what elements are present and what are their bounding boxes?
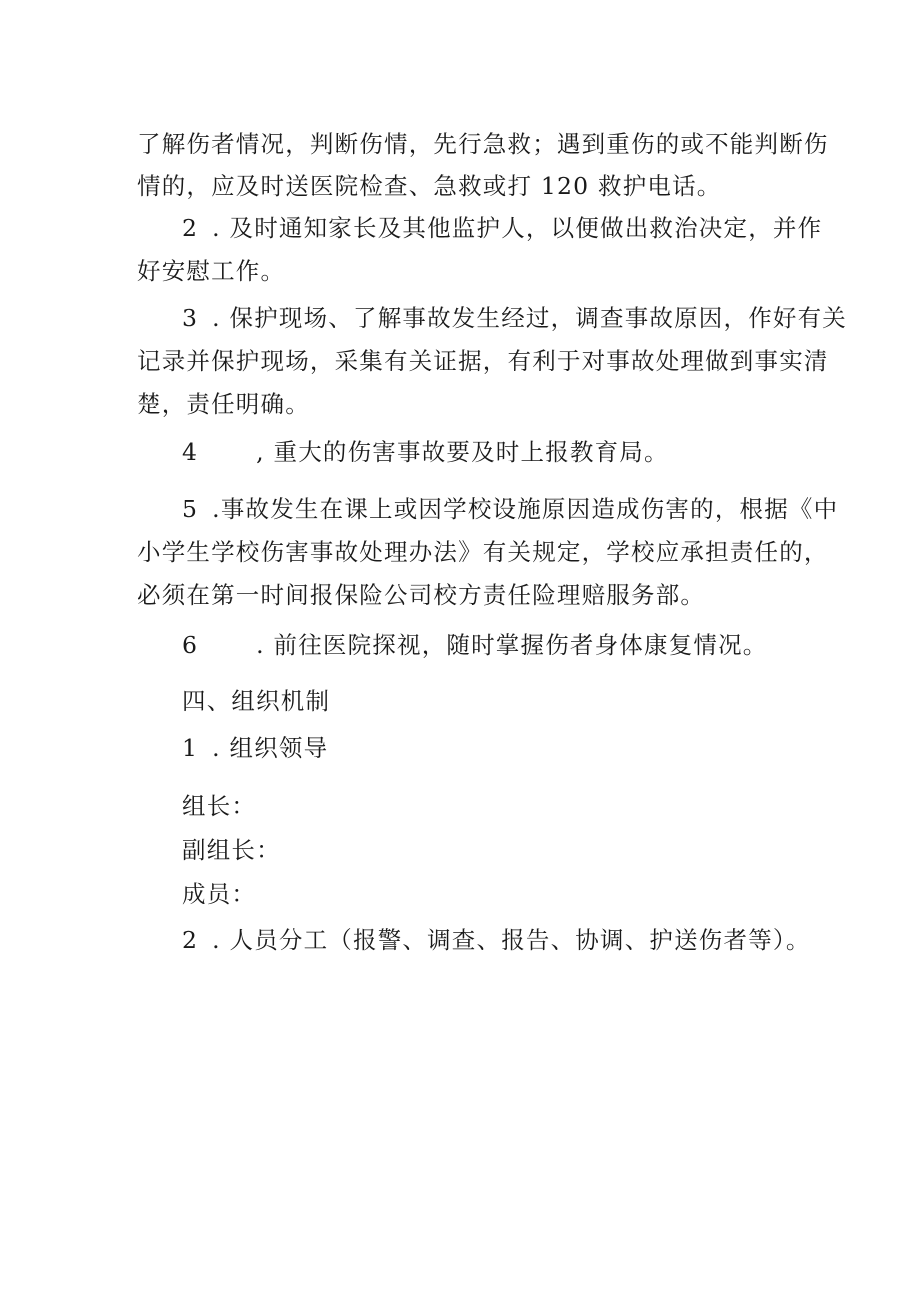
list-item-2-line [182, 213, 822, 243]
list-item-2-continuation: 好安慰工作。 [137, 257, 286, 285]
item-text: .事故发生在课上或因学校设施原因造成伤害的，根据《中 [212, 495, 839, 523]
list-item-6-line [182, 630, 768, 660]
list-item-4-line [182, 437, 669, 467]
deputy-leader-label: 副组长： [182, 836, 281, 864]
list-item-5-continuation: 小学生学校伤害事故处理办法》有关规定，学校应承担责任的， [137, 538, 829, 566]
item-text: . 及时通知家长及其他监护人，以便做出救治决定，并作 [212, 214, 823, 242]
paragraph-line: 情的，应及时送医院检查、急救或打 120 救护电话。 [137, 172, 722, 200]
leader-label: 组长： [182, 792, 257, 820]
list-item-5-continuation: 必须在第一时间报保险公司校方责任险理赔服务部。 [137, 581, 706, 609]
item-number: 4 [182, 438, 199, 466]
item-text: . 组织领导 [212, 734, 329, 762]
list-item-3-continuation: 记录并保护现场，采集有关证据，有利于对事故处理做到事实清 [137, 347, 829, 375]
section-heading: 四、组织机制 [182, 687, 331, 715]
members-label: 成员： [182, 880, 257, 908]
item-number: 6 [182, 631, 199, 659]
item-text: . 人员分工（报警、调查、报告、协调、护送伤者等）。 [212, 926, 811, 954]
item-number: 1 [182, 734, 199, 762]
item-number: 2 [182, 926, 199, 954]
item-number: 2 [182, 214, 199, 242]
subsection-2-line [182, 925, 811, 955]
list-item-3-continuation: 楚，责任明确。 [137, 390, 310, 418]
list-item-5-line [182, 494, 838, 524]
item-number: 5 [182, 495, 199, 523]
list-item-3-line [182, 303, 847, 333]
item-text: , 重大的伤害事故要及时上报教育局。 [256, 438, 669, 466]
item-text: . 前往医院探视，随时掌握伤者身体康复情况。 [256, 631, 768, 659]
item-number: 3 [182, 304, 199, 332]
subsection-1-line [182, 733, 328, 763]
item-text: . 保护现场、了解事故发生经过，调查事故原因，作好有关 [212, 304, 847, 332]
paragraph-line: 了解伤者情况，判断伤情，先行急救；遇到重伤的或不能判断伤 [137, 130, 829, 158]
